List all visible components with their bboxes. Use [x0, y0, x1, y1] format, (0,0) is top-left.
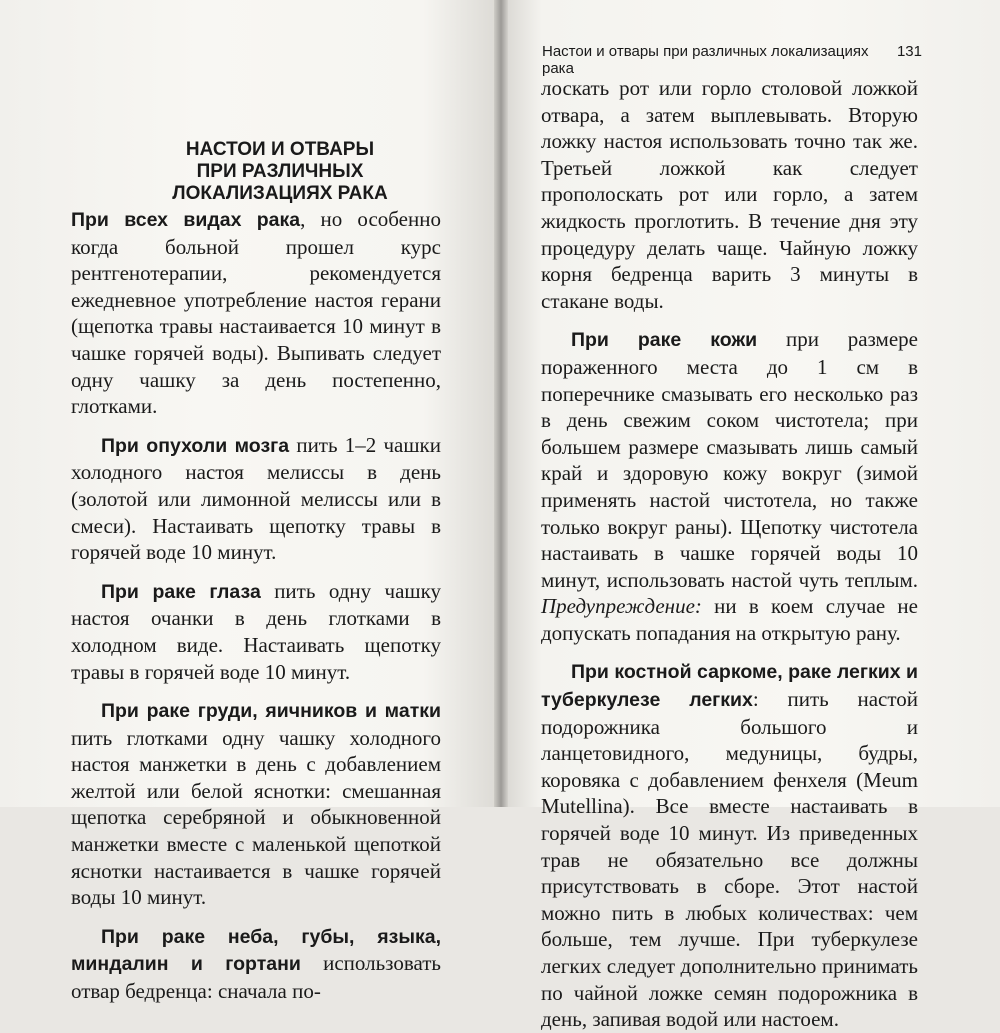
- paragraph-body: : пить настой подорожника большого и ланцетовидного, медуницы, будры, коровяка с добавлением фенхеля (Meum Mutellina). Все вместе настаивать в горячей воде 10 минут. Из приведенных трав не обязательно все должны присутствовать в сборе. Этот настой можно пить в любых количествах: чем больше, тем лучше. При туберкулезе легких следует дополнительно принимать по чайной ложке семян подорожника в день, запивая водой или настоем.: [541, 687, 918, 1032]
- heading-line: НАСТОИ И ОТВАРЫ: [185, 139, 375, 160]
- warning-label: Предупреждение:: [541, 594, 702, 619]
- show-through-left: [70, 40, 470, 57]
- paragraph-lead: При раке глаза: [101, 580, 261, 603]
- page-number: 131: [896, 43, 922, 60]
- paragraph-brain-tumor: [71, 432, 441, 566]
- paragraph-lead: При раке кожи: [571, 329, 758, 352]
- paragraph-body: пить 1–2 чашки холодного настоя мелиссы в день (золотой или лимонной мелиссы или в смеси). Настаивать щепотку травы в горячей воде 10 минут.: [71, 432, 441, 565]
- right-page-text: [541, 75, 918, 1033]
- paragraph-eye-cancer: [71, 578, 441, 685]
- paragraph-continuation: [541, 75, 918, 314]
- paragraph-skin-cancer: [541, 326, 918, 646]
- paragraph-throat-cancer: [71, 923, 441, 1005]
- paragraph-lead: При раке груди, яичников и матки: [101, 700, 441, 723]
- heading-line: ПРИ РАЗЛИЧНЫХ: [196, 161, 364, 182]
- heading-line: ЛОКАЛИЗАЦИЯХ РАКА: [172, 183, 388, 204]
- warning-text: ни в коем случае не допускать попадания на открытую рану.: [541, 594, 918, 645]
- paragraph-breast-cancer: [71, 697, 441, 911]
- paragraph-lead: При раке неба, губы, языка, миндалин и гортани: [71, 925, 441, 976]
- paragraph-body: пить глотками одну чашку холодного настоя манжетки в день с добавлением желтой или белой яснотки: смешанная щепотка серебряной и обыкновенной манжетки вместе с маленькой щепоткой яснотки настаивается в чашке горячей воды 10 минут.: [71, 725, 441, 910]
- paragraph-body: использовать отвар бедренца: сначала по-: [71, 951, 442, 1004]
- paragraph-body: пить одну чашку настоя очанки в день глотками в холодном виде. Настаивать щепотку травы в горячей воде 10 минут.: [71, 578, 441, 684]
- book-gutter: [494, 0, 508, 807]
- running-header-title: Настои и отвары при различных локализациях рака: [542, 43, 869, 77]
- paragraph-lead: При всех видах рака: [71, 209, 301, 231]
- section-heading: [150, 139, 410, 205]
- paragraph-bone-sarcoma: [541, 658, 918, 1032]
- paragraph-lead: При костной саркоме, раке легких и туберкулезе легких: [541, 661, 918, 712]
- paragraph-body: при размере пораженного места до 1 см в поперечнике смазывать его несколько раз в день свежим соком чистотела; при большем размере смазывать лишь самый край и здоровую кожу вокруг (зимой применять настой чистотела, но также только вокруг раны). Щепотку чистотела настаивать в чашке горячей воды 10 минут, использовать настой чуть теплым.: [541, 327, 918, 592]
- paragraph-body: лоскать рот или горло столовой ложкой отвара, а затем выплевывать. Вторую ложку настоя использовать точно так же. Третьей ложкой как следует прополоскать рот или горло, а затем жидкость проглотить. В течение дня эту процедуру делать чаще. Чайную ложку корня бедренца варить 3 минуты в стакане воды.: [541, 76, 918, 313]
- paragraph-body: , но особенно когда больной прошел курс рентгенотерапии, рекомендуется ежедневное употребление настоя герани (щепотка травы настаивается 10 минут в чашке горячей воды). Выпивать следует одну чашку за день постепенно, глотками.: [71, 207, 441, 419]
- paragraph-all-cancers: [71, 206, 441, 420]
- running-header: [542, 43, 922, 77]
- paragraph-lead: При опухоли мозга: [101, 434, 290, 457]
- left-page-text: [71, 206, 441, 1005]
